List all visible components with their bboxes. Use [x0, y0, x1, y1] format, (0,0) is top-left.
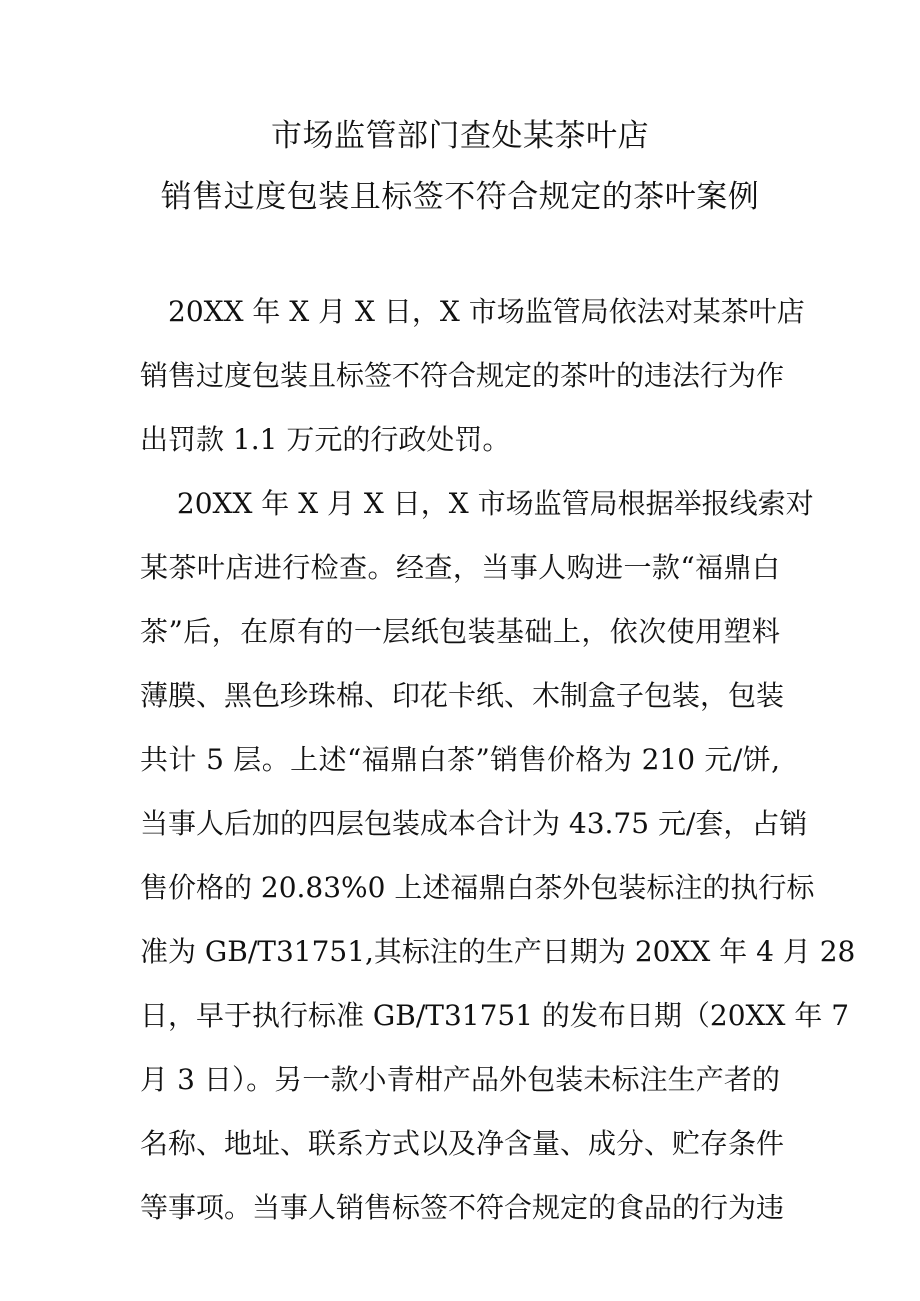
paragraph-2-line-3: 茶”后，在原有的一层纸包装基础上，依次使用塑料	[140, 615, 780, 648]
paragraph-2-line-9: 日，早于执行标准 GB/T31751 的发布日期（20XX 年 7	[140, 999, 850, 1032]
paragraph-1-line-3: 出罚款 1.1 万元的行政处罚。	[140, 423, 511, 456]
paragraph-2-line-5: 共计 5 层。上述“福鼎白茶”销售价格为 210 元/饼,	[140, 743, 780, 776]
paragraph-2-line-7: 售价格的 20.83%0 上述福鼎白茶外包装标注的执行标	[140, 871, 815, 904]
document-title-line-2: 销售过度包装且标签不符合规定的茶叶案例	[160, 179, 760, 215]
paragraph-1-line-2: 销售过度包装且标签不符合规定的茶叶的违法行为作	[140, 359, 785, 392]
paragraph-1-line-1: 20XX 年 X 月 X 日，X 市场监管局依法对某茶叶店	[140, 295, 805, 328]
paragraph-2-line-10: 月 3 日）。另一款小青柑产品外包装未标注生产者的	[140, 1063, 780, 1096]
paragraph-2-line-4: 薄膜、黑色珍珠棉、印花卡纸、木制盒子包装，包装	[140, 679, 785, 712]
paragraph-2-line-11: 名称、地址、联系方式以及净含量、成分、贮存条件	[140, 1127, 785, 1160]
paragraph-2-line-1: 20XX 年 X 月 X 日，X 市场监管局根据举报线索对	[140, 487, 814, 520]
paragraph-2-line-8: 准为 GB/T31751,其标注的生产日期为 20XX 年 4 月 28	[140, 935, 856, 968]
document-title-line-1: 市场监管部门查处某茶叶店	[271, 118, 649, 154]
paragraph-2-line-12: 等事项。当事人销售标签不符合规定的食品的行为违	[140, 1191, 785, 1224]
paragraph-2-line-6: 当事人后加的四层包装成本合计为 43.75 元/套，占销	[140, 807, 808, 840]
paragraph-2-line-2: 某茶叶店进行检查。经查，当事人购进一款“福鼎白	[140, 551, 780, 584]
